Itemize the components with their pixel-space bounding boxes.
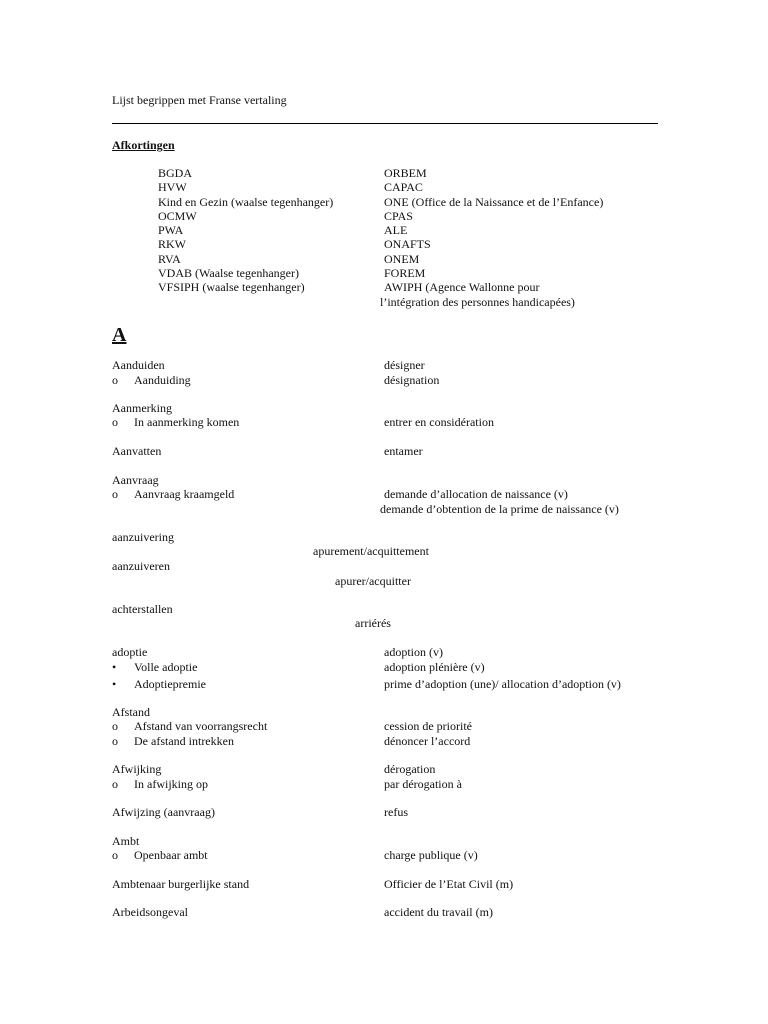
abbr-fr: AWIPH (Agence Wallonne pour <box>384 280 540 294</box>
term-fr: entamer <box>384 444 423 458</box>
term-nl: Afstand <box>112 705 150 719</box>
term-nl: Ambt <box>112 834 140 848</box>
subterm-label: Aanduiding <box>134 373 191 387</box>
subterm-nl <box>112 677 206 691</box>
abbr-fr-continuation: l’intégration des personnes handicapées) <box>380 295 575 309</box>
term-nl: aanzuivering <box>112 530 174 544</box>
subterm-label: Aanvraag kraamgeld <box>134 487 235 501</box>
term-fr: prime d’adoption (une)/ allocation d’adoption (v) <box>384 677 621 691</box>
abbr-nl: HVW <box>158 180 187 194</box>
abbr-nl: RKW <box>158 237 186 251</box>
abbr-fr: ALE <box>384 223 408 237</box>
term-nl: aanzuiveren <box>112 559 170 573</box>
circle-bullet-icon: o <box>112 487 118 501</box>
term-fr: apurer/acquitter <box>335 574 411 588</box>
subterm-nl <box>112 777 208 791</box>
term-fr: désigner <box>384 358 425 372</box>
section-letter: A <box>112 324 127 346</box>
dot-bullet-icon: • <box>112 677 117 691</box>
document-title: Lijst begrippen met Franse vertaling <box>112 93 287 107</box>
term-fr: entrer en considération <box>384 415 494 429</box>
term-nl: Aanvraag <box>112 473 159 487</box>
abbr-nl: VFSIPH (waalse tegenhanger) <box>158 280 305 294</box>
term-fr: charge publique (v) <box>384 848 478 862</box>
term-fr: apurement/acquittement <box>313 544 429 558</box>
abbr-fr: CAPAC <box>384 180 423 194</box>
subterm-nl <box>112 848 208 862</box>
abbreviations-heading: Afkortingen <box>112 138 175 152</box>
circle-bullet-icon: o <box>112 719 118 733</box>
term-nl: Arbeidsongeval <box>112 905 188 919</box>
subterm-nl <box>112 734 234 748</box>
term-fr: refus <box>384 805 408 819</box>
term-fr: dénoncer l’accord <box>384 734 471 748</box>
subterm-nl <box>112 719 267 733</box>
term-nl: Afwijking <box>112 762 162 776</box>
term-fr: adoption (v) <box>384 645 443 659</box>
subterm-label: Afstand van voorrangsrecht <box>134 719 268 733</box>
subterm-nl <box>112 660 197 674</box>
subterm-label: Adoptiepremie <box>134 677 206 691</box>
abbr-fr: CPAS <box>384 209 413 223</box>
circle-bullet-icon: o <box>112 734 118 748</box>
subterm-label: Openbaar ambt <box>134 848 208 862</box>
circle-bullet-icon: o <box>112 415 118 429</box>
abbr-fr: ORBEM <box>384 166 427 180</box>
subterm-nl <box>112 487 234 501</box>
term-fr: par dérogation à <box>384 777 462 791</box>
term-nl: Aanduiden <box>112 358 165 372</box>
subterm-label: De afstand intrekken <box>134 734 234 748</box>
subterm-label: In aanmerking komen <box>134 415 240 429</box>
title-divider <box>112 123 658 124</box>
subterm-nl <box>112 415 239 429</box>
term-fr: accident du travail (m) <box>384 905 493 919</box>
subterm-nl <box>112 373 191 387</box>
abbr-fr: FOREM <box>384 266 426 280</box>
term-fr: cession de priorité <box>384 719 472 733</box>
term-fr: désignation <box>384 373 440 387</box>
circle-bullet-icon: o <box>112 848 118 862</box>
term-nl: adoptie <box>112 645 148 659</box>
abbr-nl: PWA <box>158 223 184 237</box>
term-fr: Officier de l’Etat Civil (m) <box>384 877 514 891</box>
term-fr: arriérés <box>355 616 391 630</box>
term-nl: achterstallen <box>112 602 173 616</box>
abbr-fr: ONAFTS <box>384 237 431 251</box>
term-nl: Ambtenaar burgerlijke stand <box>112 877 250 891</box>
abbr-fr: ONE (Office de la Naissance et de l’Enfance) <box>384 195 604 209</box>
abbr-nl: BGDA <box>158 166 193 180</box>
abbr-fr: ONEM <box>384 252 420 266</box>
term-nl: Aanvatten <box>112 444 162 458</box>
subterm-label: Volle adoptie <box>134 660 198 674</box>
term-nl: Afwijzing (aanvraag) <box>112 805 215 819</box>
abbr-nl: RVA <box>158 252 181 266</box>
term-fr: dérogation <box>384 762 436 776</box>
abbr-nl: Kind en Gezin (waalse tegenhanger) <box>158 195 334 209</box>
abbr-nl: VDAB (Waalse tegenhanger) <box>158 266 299 280</box>
dot-bullet-icon: • <box>112 660 117 674</box>
circle-bullet-icon: o <box>112 373 118 387</box>
circle-bullet-icon: o <box>112 777 118 791</box>
term-nl: Aanmerking <box>112 401 172 415</box>
term-fr: adoption plénière (v) <box>384 660 485 674</box>
subterm-label: In afwijking op <box>134 777 208 791</box>
term-fr: demande d’obtention de la prime de naissance (v) <box>380 502 619 516</box>
abbr-nl: OCMW <box>158 209 197 223</box>
term-fr: demande d’allocation de naissance (v) <box>384 487 568 501</box>
